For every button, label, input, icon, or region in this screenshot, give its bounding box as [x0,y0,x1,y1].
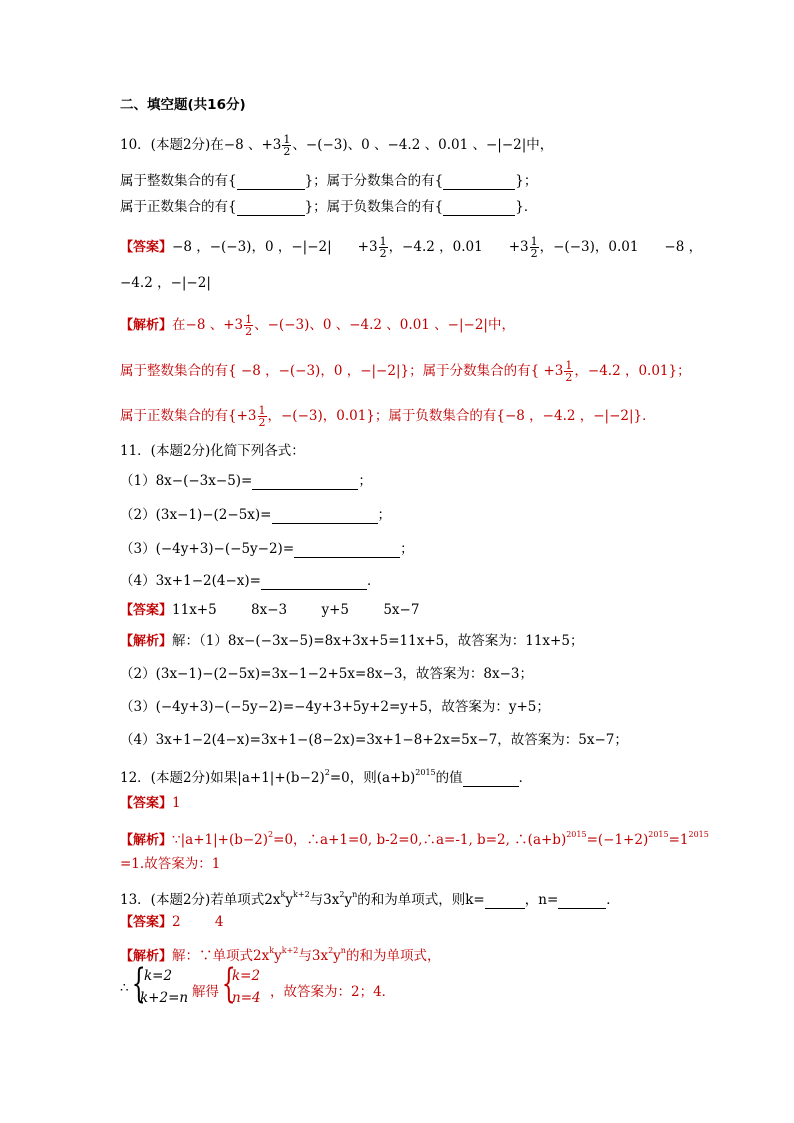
blank-q12[interactable] [463,772,519,787]
q10-analysis-3: 属于正数集合的有{+3 $\frac{1}{2}$ ，−(−3)，0.01}；属于负数集合的有{−8 ，−4.2 ，−|−2|}． [120,404,656,429]
q12-analysis-1: 【解析】$\because|a+1|+(b-2)^2=0$，∴a+1=0, b-2=0,∴a=-1, b=2, $\therefore(a+b)^{2015}=(-1+2)^{2015}=1^{2015}$ [120,830,709,848]
q11-analysis-2: （2）(3x−1)−(2−5x)=3x−1−2+5x=8x−3，故答案为：8x−3； [120,666,534,682]
q11-part-3: （3）(−4y+3)−(−5y−2)= ； [120,541,414,557]
blank-q11-3[interactable] [294,543,400,558]
blank-positive-set[interactable] [237,201,305,216]
q13-answer: 【答案】2 4 [120,914,224,930]
q12-stem: 12．(本题2分)如果$|a+1|+(b-2)^2=0$，则$(a+b)^{2015}$的值 ． [120,768,533,786]
blank-q11-4[interactable] [261,575,367,590]
fraction-half: $\frac{1}{2}$ [283,133,291,158]
q11-part-1: （1）8x−(−3x−5)= ； [120,473,372,489]
q13-analysis-1: 【解析】解：∵单项式$2x^ky^{k+2}$与$3x^2y^n$的和为单项式， [120,946,441,964]
q10-answer-cont: −4.2 ，−|−2| [120,275,211,291]
q12-analysis-2: =1.故答案为：1 [120,856,221,872]
q11-answer: 【答案】11x+5 8x−3 y+5 5x−7 [120,602,420,618]
blank-negative-set[interactable] [443,201,515,216]
blank-integer-set[interactable] [237,175,305,190]
blank-k[interactable] [485,894,525,909]
q10-line-positive-negative: 属于正数集合的有{ }；属于负数集合的有{ }． [120,199,538,215]
answer-tag: 【答案】 [120,240,173,255]
q11-title: 11．(本题2分)化简下列各式： [120,443,305,459]
q10-stem: 10．(本题2分)在−8 、+3 $\frac{1}{2}$ 、−(−3)、0 、−4.2 、0.01 、−|−2|中， [120,133,554,158]
q12-answer: 【答案】1 [120,795,181,811]
q11-analysis-1: 【解析】解：（1）8x−(−3x−5)=8x+3x+5=11x+5，故答案为：11x+5； [120,633,584,649]
blank-fraction-set[interactable] [443,175,515,190]
q10-analysis-2: 属于整数集合的有{ −8 ，−(−3)，0 ，−|−2|}；属于分数集合的有{ +3 $\frac{1}{2}$ ，−4.2 ，0.01}； [120,359,691,384]
blank-q11-2[interactable] [272,509,378,524]
q11-part-2: （2）(3x−1)−(2−5x)= ； [120,507,391,523]
blank-n[interactable] [558,894,606,909]
blank-q11-1[interactable] [252,475,358,490]
q11-part-4: （4）3x+1−2(4−x)= ． [120,573,381,589]
q10-analysis-1: 【解析】在−8 、+3 $\frac{1}{2}$ 、−(−3)、0 、−4.2 、0.01 、−|−2|中， [120,313,515,338]
q13-stem: 13．(本题2分)若单项式$2x^ky^{k+2}$与$3x^2y^n$的和为单项式，则k= ，n= ． [120,890,620,908]
q11-analysis-4: （4）3x+1−2(4−x)=3x+1−(8−2x)=3x+1−8+2x=5x−7，故答案为：5x−7； [120,732,628,748]
q11-analysis-3: （3）(−4y+3)−(−5y−2)=−4y+3+5y+2=y+5，故答案为：y+5； [120,699,550,715]
q10-line-integer-fraction: 属于整数集合的有{ }；属于分数集合的有{ }； [120,173,538,189]
section-title: 二、填空题(共16分) [120,97,246,113]
q10-answer: 【答案】−8 ，−(−3)，0 ，−|−2| +3 $\frac{1}{2}$ ，−4.2 ，0.01 +3 $\frac{1}{2}$ ，−(−3)，0.01 −8 ， [120,235,703,260]
